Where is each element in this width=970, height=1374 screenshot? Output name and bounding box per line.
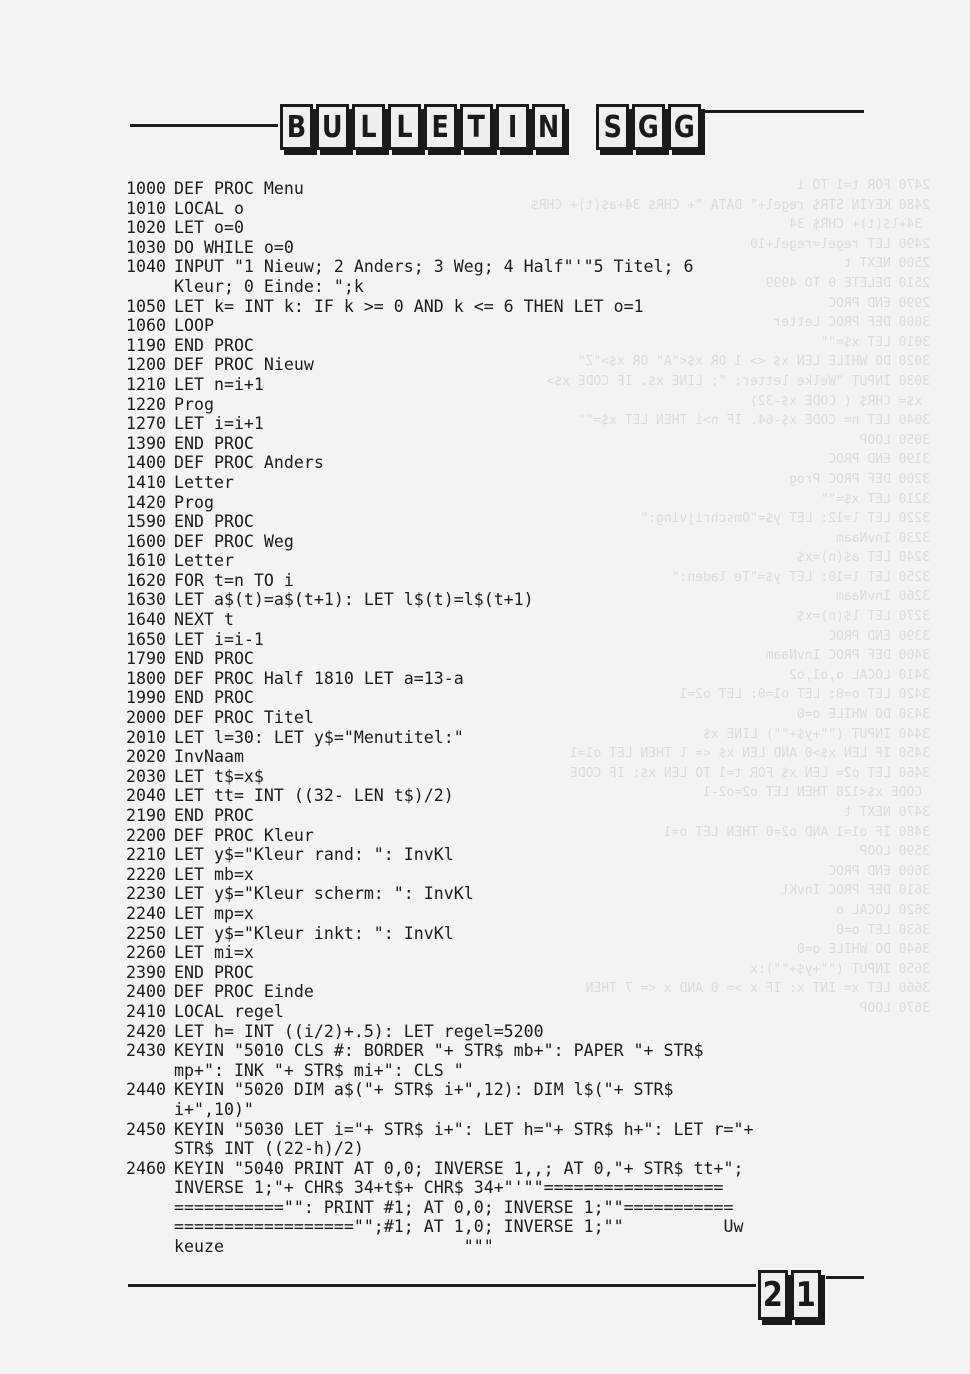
code-line [108,649,868,669]
line-number: 2250 [126,923,166,943]
code-line [108,826,868,846]
line-number: 2230 [126,884,166,904]
line-code: DEF PROC Half 1810 LET a=13-a [174,668,464,688]
line-code: DEF PROC Anders [174,453,324,473]
line-code: KEYIN "5020 DIM a$("+ STR$ i+",12): DIM l$("+ STR$ [174,1080,674,1100]
code-line [108,1120,868,1140]
line-number: 1190 [126,335,166,355]
line-code: LET l=30: LET y$="Menutitel:" [174,727,464,747]
line-code: KEYIN "5030 LET i="+ STR$ i+": LET h="+ STR$ h+": LET r="+ [174,1119,754,1139]
code-line [108,747,868,767]
line-number: 2190 [126,806,166,825]
line-code: DEF PROC Weg [174,531,294,551]
line-number: 1060 [126,316,166,336]
banner-letter: L [352,104,385,150]
line-number: 2460 [126,1158,166,1178]
line-number: 2220 [126,864,166,884]
code-line-continuation: =================="";#1; AT 1,0; INVERSE 1;"" Uw [174,1217,744,1237]
line-number: 1270 [126,414,166,434]
code-line [108,179,868,199]
code-line [108,728,868,748]
code-line [108,943,868,963]
line-code: DEF PROC Einde [174,982,314,1002]
code-line [108,1159,868,1179]
code-line-continuation: i+",10)" [174,1099,254,1119]
line-number: 1790 [126,649,166,669]
code-line [108,218,868,238]
line-number: 2240 [126,903,166,923]
code-line [108,199,868,219]
code-line [108,395,868,415]
footer-rule-right [826,1276,864,1279]
code-line [108,590,868,610]
code-line [108,982,868,1002]
code-line [108,924,868,944]
line-number: 1020 [126,218,166,238]
line-code: LOOP [174,316,214,336]
line-number: 1400 [126,453,166,473]
banner-letter: G [668,104,701,150]
line-code: Prog [174,492,214,512]
line-number: 1620 [126,570,166,590]
line-number: 2020 [126,747,166,767]
code-line [108,786,868,806]
line-code: LET mb=x [174,864,254,884]
bulletin-sgg-banner [280,104,704,164]
code-line [108,1022,868,1042]
code-line [108,355,868,375]
code-line [108,610,868,630]
code-line [108,688,868,708]
code-line [108,669,868,689]
line-number: 1590 [126,512,166,532]
banner-letter: T [460,104,493,150]
banner-letter: G [632,104,665,150]
line-code: LET y$="Kleur inkt: ": InvKl [174,923,454,943]
banner-letter: E [424,104,457,150]
banner-letter: S [596,104,629,150]
code-line-continuation: STR$ INT ((22-h)/2) [174,1139,364,1159]
line-number: 1990 [126,688,166,708]
line-number: 2260 [126,943,166,963]
line-code: LET tt= INT ((32- LEN t$)/2) [174,786,454,806]
line-code: KEYIN "5040 PRINT AT 0,0; INVERSE 1,,; AT 0,"+ STR$ tt+"; [174,1158,744,1178]
line-code: END PROC [174,512,254,532]
line-number: 2390 [126,962,166,982]
page-number [758,1270,824,1320]
code-line [108,493,868,513]
code-line-continuation: ==========="": PRINT #1; AT 0,0; INVERSE 1;""=========== [174,1197,734,1217]
line-code: END PROC [174,433,254,453]
line-number: 1630 [126,590,166,610]
line-number: 1800 [126,668,166,688]
code-line [108,630,868,650]
line-code: Letter [174,551,234,571]
code-line [108,453,868,473]
line-number: 2450 [126,1119,166,1139]
code-line [108,884,868,904]
line-code: LET mi=x [174,943,254,963]
code-line [108,551,868,571]
line-code: FOR t=n TO i [174,570,294,590]
line-number: 1390 [126,433,166,453]
code-line [108,473,868,493]
code-line [108,414,868,434]
line-number: 1000 [126,179,166,198]
line-code: DEF PROC Titel [174,708,314,728]
banner-letter: I [496,104,529,150]
line-code: LET h= INT ((i/2)+.5): LET regel=5200 [174,1021,544,1041]
line-code: LET mp=x [174,903,254,923]
code-line [108,708,868,728]
code-line [108,806,868,826]
footer-rule-left [128,1284,756,1287]
line-number: 1410 [126,472,166,492]
code-line [108,1002,868,1022]
code-line-continuation: INVERSE 1;"+ CHR$ 34+t$+ CHR$ 34+"'""================== [174,1178,724,1198]
line-code: LET y$="Kleur scherm: ": InvKl [174,884,474,904]
line-number: 2030 [126,766,166,786]
line-code: Prog [174,394,214,414]
line-code: NEXT t [174,610,234,630]
line-number: 1650 [126,629,166,649]
line-code: END PROC [174,649,254,669]
line-number: 2200 [126,825,166,845]
line-number: 1610 [126,551,166,571]
code-line [108,904,868,924]
line-code: LET k= INT k: IF k >= 0 AND k <= 6 THEN LET o=1 [174,296,644,316]
code-line-continuation: keuze """ [174,1237,494,1257]
banner-letter: N [532,104,565,150]
code-line [108,1041,868,1061]
line-number: 2430 [126,1041,166,1061]
line-code: DEF PROC Kleur [174,825,314,845]
line-number: 1040 [126,257,166,277]
line-number: 2410 [126,1001,166,1021]
line-number: 2420 [126,1021,166,1041]
line-number: 2440 [126,1080,166,1100]
line-number: 1600 [126,531,166,551]
line-number: 2010 [126,727,166,747]
line-code: LET o=0 [174,218,244,238]
code-line [108,238,868,258]
line-number: 1010 [126,198,166,218]
line-code: LET t$=x$ [174,766,264,786]
line-code: END PROC [174,335,254,355]
banner-letter: B [280,104,313,150]
banner-letter: U [316,104,349,150]
line-code: INPUT "1 Nieuw; 2 Anders; 3 Weg; 4 Half"'"5 Titel; 6 [174,257,694,277]
line-number: 2040 [126,786,166,806]
code-line [108,1080,868,1100]
line-code: LOCAL regel [174,1001,284,1021]
code-line [108,257,868,277]
line-code: InvNaam [174,747,244,767]
line-code: END PROC [174,806,254,825]
line-code: END PROC [174,688,254,708]
line-code: DO WHILE o=0 [174,237,294,257]
line-code: LET i=i+1 [174,414,264,434]
page-number-digit: 2 [758,1270,788,1320]
code-line [108,845,868,865]
line-number: 1420 [126,492,166,512]
code-line [108,571,868,591]
line-code: END PROC [174,962,254,982]
code-line [108,512,868,532]
code-line [108,434,868,454]
banner-letter: L [388,104,421,150]
line-code: KEYIN "5010 CLS #: BORDER "+ STR$ mb+": PAPER "+ STR$ [174,1041,704,1061]
line-number: 1220 [126,394,166,414]
line-code: LET i=i-1 [174,629,264,649]
code-line-continuation: Kleur; 0 Einde: ";k [174,276,364,296]
line-code: LET n=i+1 [174,374,264,394]
basic-program-listing [108,179,868,1257]
line-number: 2400 [126,982,166,1002]
line-code: LOCAL o [174,198,244,218]
line-number: 1210 [126,374,166,394]
code-line [108,336,868,356]
code-line [108,963,868,983]
code-line-continuation: mp+": INK "+ STR$ mi+": CLS " [174,1060,464,1080]
line-code: LET y$="Kleur rand: ": InvKl [174,845,454,865]
line-code: LET a$(t)=a$(t+1): LET l$(t)=l$(t+1) [174,590,534,610]
code-line [108,532,868,552]
line-number: 2210 [126,845,166,865]
show-through-text: 2470 FOR t=1 TO i 2480 KEYIN STR$ regel+" DATA "+ CHR$ 34+a$(t)+ CHR$ 34+l$(t)+ CHR$ 34 2490 LET regel=regel+10 2500 NEXT t 2510 DELETE 0 TO 4999 2990 END PROC 3000 DEF PROC Letter 3010 LET x$="" 3020 DO WHILE LEN x$ <> 1 OR x$<"A" OR x$>"Z" 3030 INPUT "Welke letter: "; LINE x$. IF CODE x$> x$= CHR$ ( CODE x$-32) 3040 LET n= CODE x$-64. IF n>i THEN LET x$="" 3050 LOOP 3190 END PROC 3200 DEF PROC Prog 3210 LET x$="" 3220 LET l=12: LET y$="Omschrijving:" 3230 InvNaam 3240 LET a$(n)=x$ 3250 LET l=10: LET y$="Te laden:" 3260 InvNaam 3270 LET l$(n)=x$ 3390 END PROC 3400 DEF PROC InvNaam 3410 LOCAL o,o1,o2 3420 LET o=0: LET o1=0: LET o2=1 3430 DO WHILE o=0 3440 INPUT (""+y$+"") LINE x$ 3450 IF LEN x$>0 AND LEN x$ <= l THEN LET o1=1 3460 LET o2= LEN x$ FOR t=1 TO LEN x$: IF CODE CODE x$<128 THEN LET o2=o2-1 3470 NEXT t 3480 IF o1=1 AND o2=0 THEN LET o=1 3590 LOOP 3600 END PROC 3610 DEF PROC InvKl 3620 LOCAL o 3630 LET o=0 3640 DO WHILE o=0 3650 INPUT (""+y$+""):x 3660 LET x= INT x: IF x >= 0 AND x <= 7 THEN 3670 LOOP [530,178,930,1016]
line-code: DEF PROC Menu [174,179,304,198]
line-number: 1030 [126,237,166,257]
line-number: 2000 [126,708,166,728]
code-line [108,767,868,787]
line-number: 1200 [126,355,166,375]
code-line [108,375,868,395]
code-line [108,316,868,336]
header-rule-left [130,124,278,127]
code-line [108,865,868,885]
line-number: 1050 [126,296,166,316]
code-line [108,297,868,317]
page-number-digit: 1 [791,1270,821,1320]
line-number: 1640 [126,610,166,630]
line-code: DEF PROC Nieuw [174,355,314,375]
line-code: Letter [174,472,234,492]
